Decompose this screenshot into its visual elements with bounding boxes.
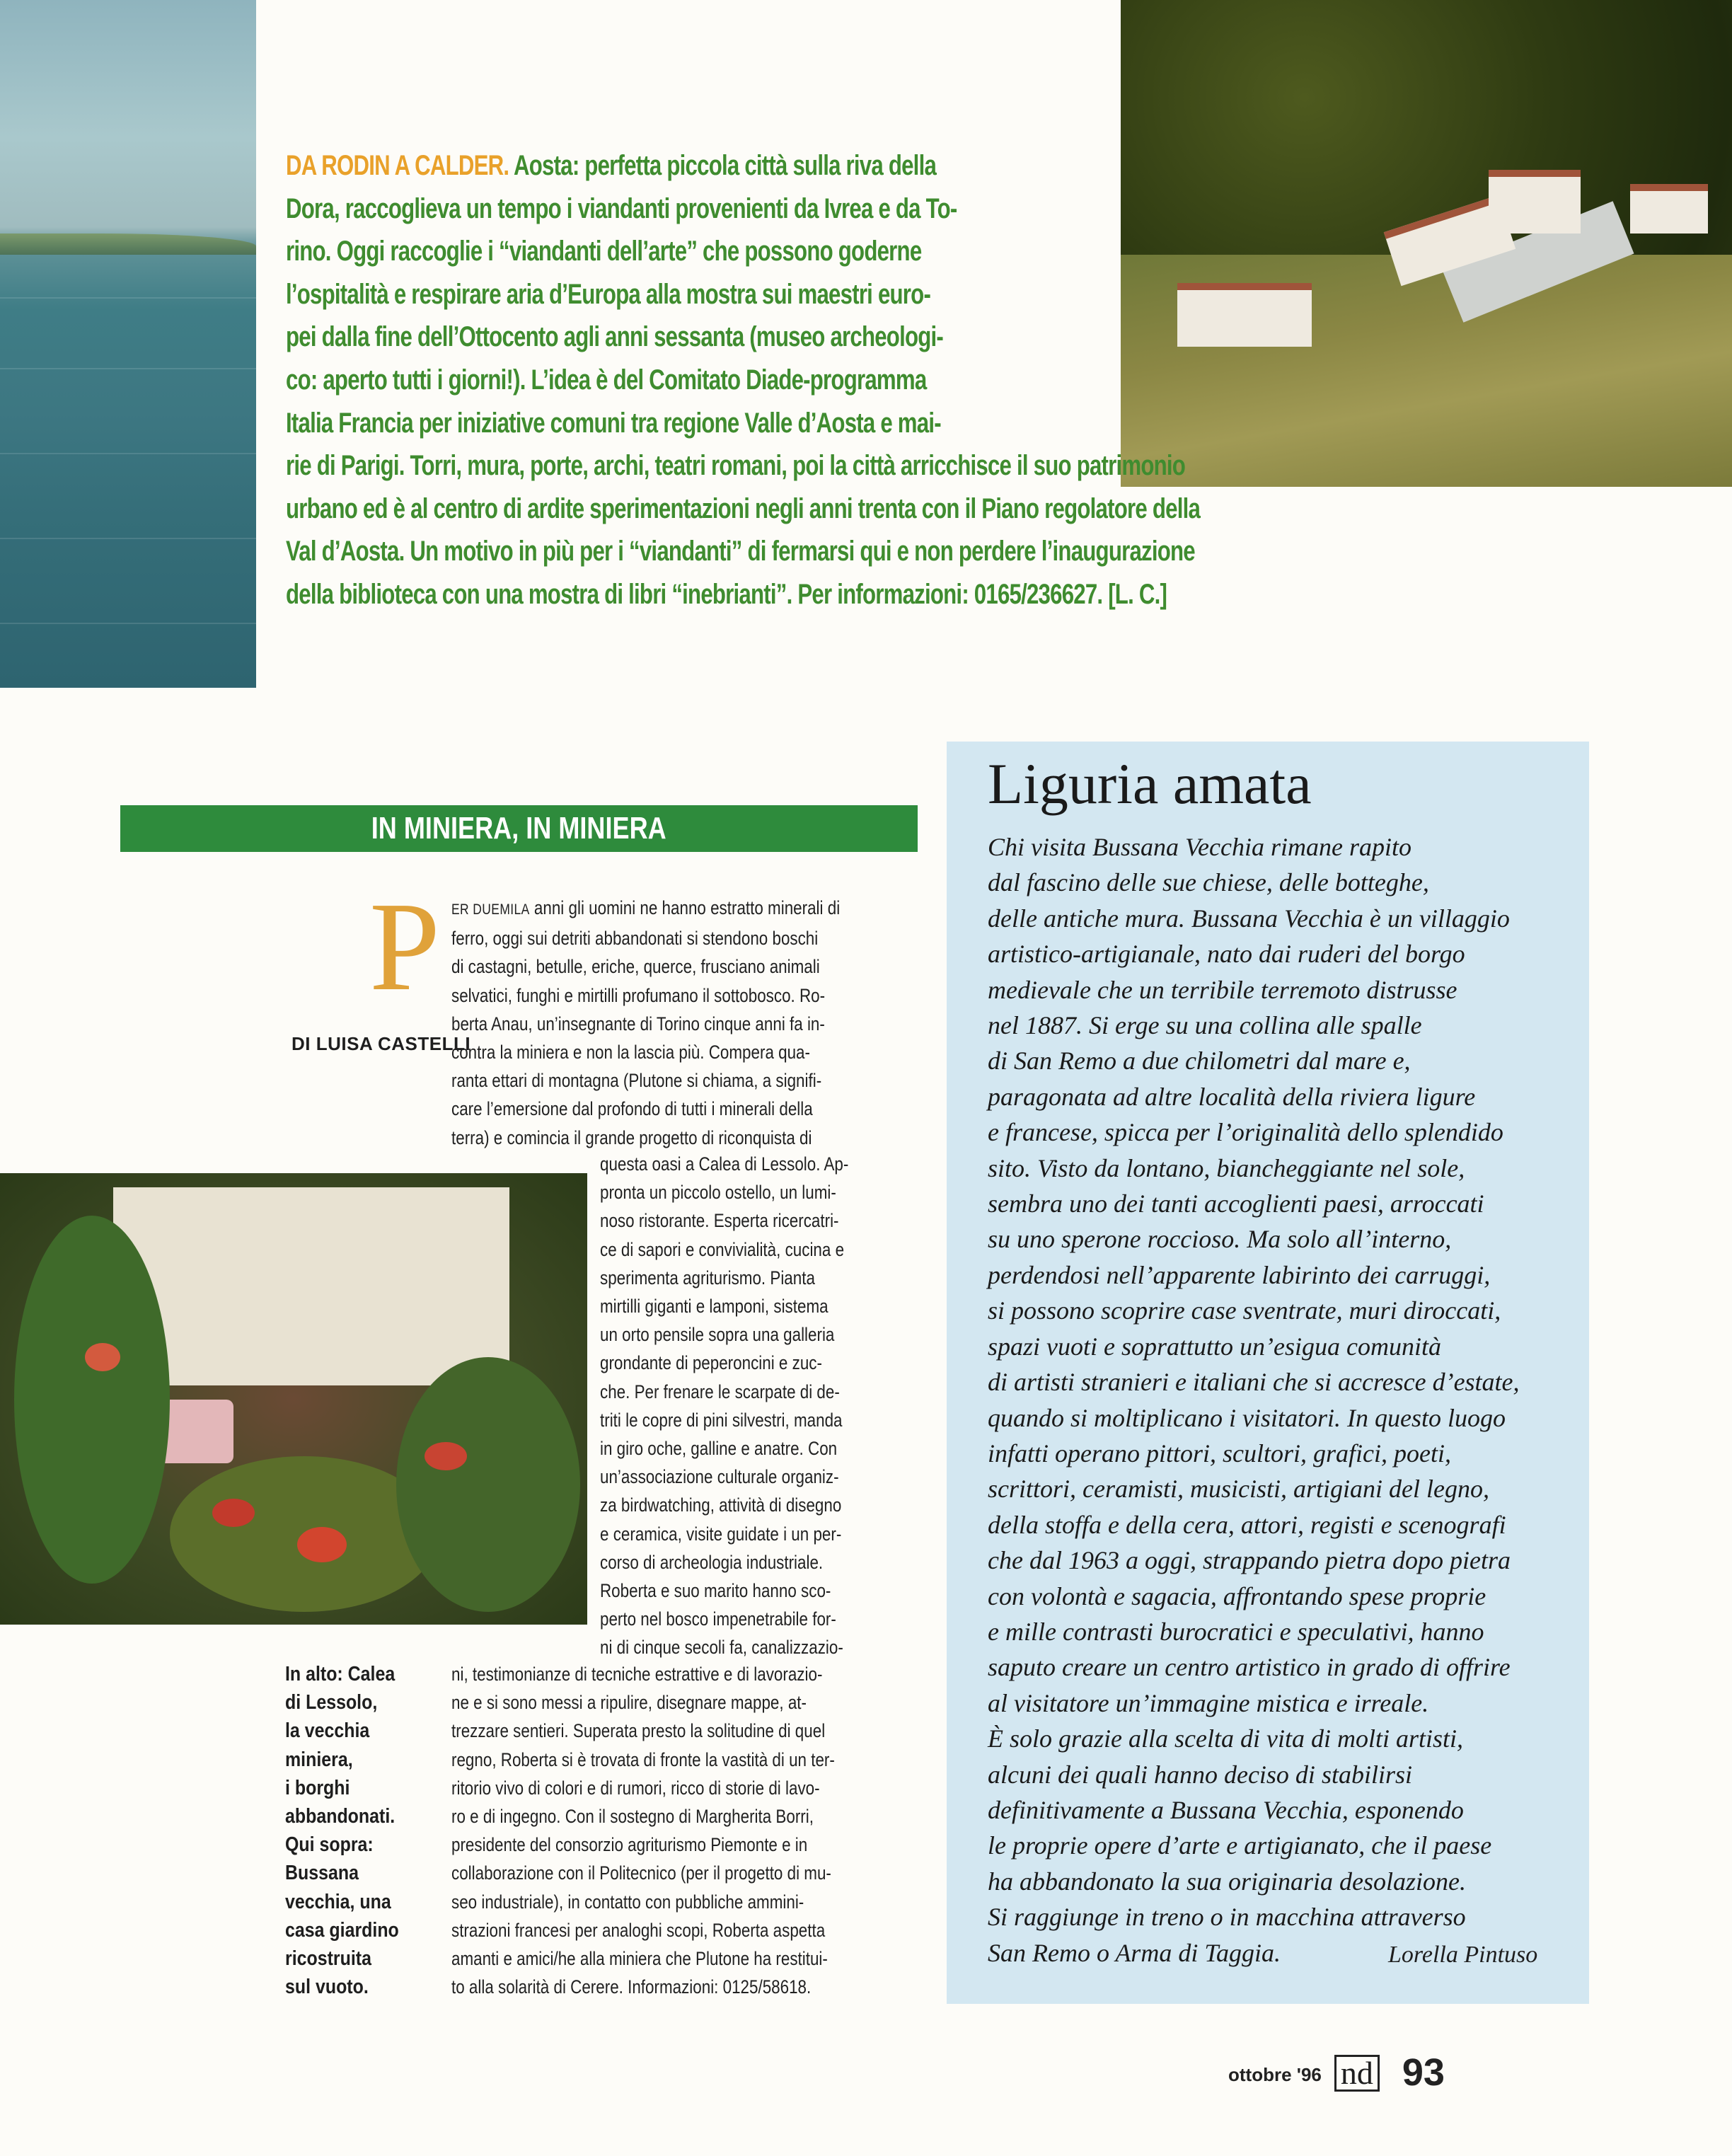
article-line: di castagni, betulle, eriche, querce, frusciano animali (451, 956, 820, 978)
article-line: mirtilli giganti e lamponi, sistema (600, 1296, 829, 1318)
sidebar-line: È solo grazie alla scelta di vita di molti artisti, (988, 1724, 1463, 1753)
drop-cap: P (369, 876, 441, 1017)
page-number: 93 (1402, 2051, 1445, 2094)
sidebar-line: dal fascino delle sue chiese, delle botteghe, (988, 868, 1429, 897)
sidebar-line: le proprie opere d’arte e artigianato, che il paese (988, 1831, 1492, 1860)
article-line: triti le copre di pini silvestri, manda (600, 1409, 843, 1431)
top-article-line: della biblioteca con una mostra di libri “inebrianti”. Per informazioni: 0165/236627. [L. C.] (286, 578, 1167, 610)
sidebar-line: delle antiche mura. Bussana Vecchia è un villaggio (988, 904, 1510, 933)
sidebar-body (988, 829, 1568, 1971)
sidebar-line: si possono scoprire case sventrate, muri diroccati, (988, 1296, 1501, 1325)
sidebar-line: saputo creare un centro artistico in grado di offrire (988, 1653, 1511, 1682)
sidebar-line: medievale che un terribile terremoto distrusse (988, 975, 1457, 1004)
article-line: ranta ettari di montagna (Plutone si chiama, a signifi- (451, 1070, 822, 1092)
article-line: to alla solarità di Cerere. Informazioni: 0125/58618. (451, 1976, 812, 1998)
sidebar-line: su uno sperone roccioso. Ma solo all’interno, (988, 1225, 1452, 1254)
caption-line: la vecchia (285, 1719, 370, 1743)
article-line: strazioni francesi per analoghi scopi, Roberta aspetta (451, 1919, 826, 1941)
caption-line: di Lessolo, (285, 1691, 378, 1714)
caption-line: Qui sopra: (285, 1833, 374, 1857)
sidebar-line: ha abbandonato la sua originaria desolazione. (988, 1867, 1467, 1896)
sidebar-line: paragonata ad altre località della riviera ligure (988, 1082, 1476, 1111)
sidebar-title: Liguria amata (988, 751, 1312, 816)
article-line: ro e di ingegno. Con il sostegno di Margherita Borri, (451, 1806, 814, 1828)
article-column-a (451, 894, 918, 1152)
article-line: Roberta e suo marito hanno sco- (600, 1580, 831, 1602)
article-line: amanti e amici/he alla miniera che Plutone ha restitui- (451, 1948, 828, 1970)
article-column-c (451, 1660, 918, 2001)
article-line: regno, Roberta si è trovata di fronte la vastità di un ter- (451, 1748, 835, 1770)
caption-line: i borghi (285, 1776, 350, 1799)
lake-photo (0, 0, 256, 688)
article-line: ferro, oggi sui detriti abbandonati si stendono boschi (451, 928, 819, 950)
top-article-line: urbano ed è al centro di ardite sperimentazioni negli anni trenta con il Piano regolatore della (286, 492, 1201, 524)
top-article-line: l’ospitalità e respirare aria d’Europa alla mostra sui maestri euro- (286, 278, 931, 310)
article-line: ni di cinque secoli fa, canalizzazio- (600, 1637, 843, 1659)
sidebar-line: che dal 1963 a oggi, strappando pietra dopo pietra (988, 1546, 1511, 1575)
sidebar-line: perdendosi nell’apparente labirinto dei carruggi, (988, 1260, 1491, 1289)
sidebar-line: e mille contrasti burocratici e speculativi, hanno (988, 1617, 1484, 1646)
article-line: seo industriale), in contatto con pubbliche ammini- (451, 1891, 804, 1913)
article-line: contra la miniera e non la lascia più. Compera qua- (451, 1042, 810, 1063)
article-line: ritorio vivo di colori e di rumori, ricco di storie di lavo- (451, 1777, 820, 1799)
sidebar-line: Si raggiunge in treno o in macchina attraverso (988, 1903, 1466, 1932)
caption-line: abbandonati. (285, 1805, 396, 1828)
issue-date: ottobre '96 (1228, 2064, 1322, 2085)
article-line: sperimenta agriturismo. Pianta (600, 1267, 815, 1289)
sidebar-line: quando si moltiplicano i visitatori. In questo luogo (988, 1403, 1506, 1432)
top-article-line: rie di Parigi. Torri, mura, porte, archi, teatri romani, poi la città arricchisce il suo patrimonio (286, 450, 1186, 482)
sidebar-line: con volontà e sagacia, affrontando spese proprie (988, 1581, 1486, 1610)
top-article-line: Val d’Aosta. Un motivo in più per i “viandanti” di fermarsi qui e non perdere l’inaugurazione (286, 536, 1195, 567)
photo-caption (285, 1660, 417, 2001)
byline: DI LUISA CASTELLI (291, 1033, 471, 1054)
article-line: ni, testimonianze di tecniche estrattive e di lavorazio- (451, 1664, 823, 1685)
article-line: selvatici, funghi e mirtilli profumano il sottobosco. Ro- (451, 984, 826, 1006)
caption-line: sul vuoto. (285, 1976, 369, 1999)
article-line: perto nel bosco impenetrabile for- (600, 1608, 836, 1630)
article-line: grondante di peperoncini e zuc- (600, 1352, 822, 1374)
opening-smallcaps: ER DUEMILA (451, 901, 530, 918)
article-line: trezzare sentieri. Superata presto la solitudine di quel (451, 1720, 826, 1742)
top-article-line: co: aperto tutti i giorni!). L’idea è del Comitato Diade-programma (286, 364, 927, 396)
sidebar-line: di San Remo a due chilometri dal mare e, (988, 1047, 1411, 1076)
sidebar-line: spazi vuoti e soprattutto un’esigua comunità (988, 1332, 1441, 1361)
sidebar-line: della stoffa e della cera, attori, registi e scenografi (988, 1510, 1506, 1539)
sidebar-line: alcuni dei quali hanno deciso di stabilirsi (988, 1760, 1412, 1789)
article-column-b (600, 1150, 918, 1662)
caption-line: In alto: Calea (285, 1663, 396, 1685)
article-line: collaborazione con il Politecnico (per il progetto di mu- (451, 1862, 831, 1884)
top-article-line: Dora, raccoglieva un tempo i viandanti provenienti da Ivrea e da To- (286, 192, 957, 224)
article-line: un orto pensile sopra una galleria (600, 1324, 835, 1346)
top-article-kicker: DA RODIN A CALDER. (286, 150, 509, 181)
sidebar-line: sito. Visto da lontano, biancheggiante nel sole, (988, 1153, 1465, 1182)
article-line: corso di archeologia industriale. (600, 1551, 824, 1573)
sidebar-line: infatti operano pittori, scultori, grafici, poeti, (988, 1439, 1451, 1468)
sidebar-line: artistico-artigianale, nato dai ruderi del borgo (988, 940, 1465, 969)
caption-line: miniera, (285, 1748, 353, 1771)
article-line: terra) e comincia il grande progetto di riconquista di (451, 1126, 812, 1148)
article-line: un’associazione culturale organiz- (600, 1466, 839, 1488)
top-article-line: rino. Oggi raccoglie i “viandanti dell’arte” che possono goderne (286, 236, 922, 267)
sidebar-line: di artisti stranieri e italiani che si accresce d’estate, (988, 1368, 1520, 1397)
caption-line: casa giardino (285, 1918, 399, 1942)
page-footer (1228, 2049, 1445, 2092)
article-line: questa oasi a Calea di Lessolo. Ap- (600, 1153, 849, 1175)
caption-line: vecchia, una (285, 1890, 391, 1913)
sidebar-author: Lorella Pintuso (1388, 1942, 1538, 1968)
article-line: che. Per frenare le scarpate di de- (600, 1380, 840, 1402)
section-heading-band (120, 805, 918, 852)
caption-line: ricostruita (285, 1947, 371, 1971)
article-line: za birdwatching, attività di disegno (600, 1494, 842, 1516)
magazine-logo: nd (1334, 2055, 1380, 2092)
mine-aerial-photo (1121, 0, 1732, 487)
article-line: e ceramica, visite guidate i un per- (600, 1523, 842, 1545)
top-article-line: pei dalla fine dell’Ottocento agli anni sessanta (museo archeologi- (286, 321, 944, 353)
caption-line: Bussana (285, 1862, 359, 1885)
sidebar-line: Chi visita Bussana Vecchia rimane rapito (988, 833, 1411, 861)
article-line: presidente del consorzio agriturismo Piemonte e in (451, 1834, 808, 1856)
article-line: berta Anau, un’insegnante di Torino cinque anni fa in- (451, 1013, 825, 1034)
article-line: in giro oche, galline e anatre. Con (600, 1438, 838, 1460)
top-article (286, 144, 1201, 616)
article-line: ER DUEMILA anni gli uomini ne hanno estratto minerali di (451, 897, 841, 918)
sidebar-line: e francese, spicca per l’originalità dello splendido (988, 1118, 1503, 1147)
article-line: noso ristorante. Esperta ricercatri- (600, 1210, 839, 1232)
sidebar-line: al visitatore un’immagine mistica e irreale. (988, 1688, 1429, 1717)
sidebar-box (947, 742, 1589, 2004)
top-article-line-1: DA RODIN A CALDER. Aosta: perfetta piccola città sulla riva della (286, 150, 937, 181)
article-line: ne e si sono messi a ripulire, disegnare mappe, at- (451, 1692, 807, 1714)
garden-house-photo (0, 1173, 587, 1625)
article-line: pronta un piccolo ostello, un lumi- (600, 1182, 836, 1204)
sidebar-line: nel 1887. Si erge su una collina alle spalle (988, 1011, 1422, 1040)
sidebar-line: sembra uno dei tanti accoglienti paesi, arroccati (988, 1189, 1484, 1218)
article-line: ce di sapori e convivialità, cucina e (600, 1238, 845, 1260)
sidebar-line: definitivamente a Bussana Vecchia, esponendo (988, 1795, 1464, 1824)
sidebar-line: scrittori, ceramisti, musicisti, artigiani del legno, (988, 1475, 1489, 1504)
top-article-line: Italia Francia per iniziative comuni tra regione Valle d’Aosta e mai- (286, 407, 941, 439)
sidebar-line: San Remo o Arma di Taggia. (988, 1938, 1281, 1967)
section-heading: IN MINIERA, IN MINIERA (371, 811, 666, 846)
article-line: care l’emersione dal profondo di tutti i minerali della (451, 1098, 813, 1120)
